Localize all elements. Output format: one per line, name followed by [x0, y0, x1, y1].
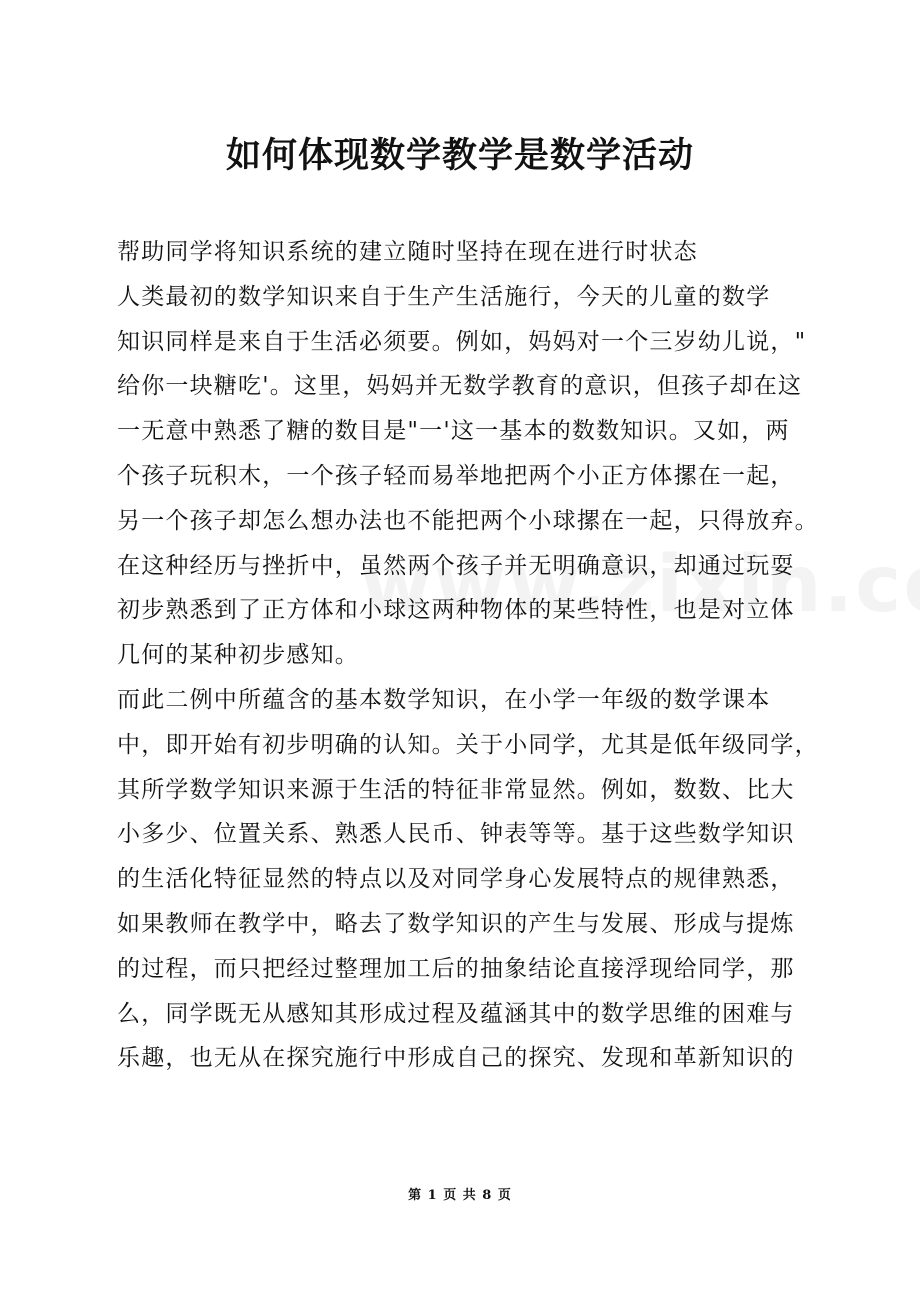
document-title: 如何体现数学教学是数学活动	[225, 135, 694, 176]
text-line: 如果教师在教学中，略去了数学知识的产生与发展、形成与提炼	[117, 910, 795, 937]
text-line: 中，即开始有初步明确的认知。关于小同学，尤其是低年级同学，	[117, 731, 819, 758]
document-body	[117, 230, 817, 1081]
text-line: 几何的某种初步感知。	[117, 642, 359, 669]
text-line: 小多少、位置关系、熟悉人民币、钟表等等。基于这些数学知识	[117, 821, 795, 848]
text-line: 人类最初的数学知识来自于生产生活施行，今天的儿童的数学	[117, 283, 771, 310]
text-line: 帮助同学将知识系统的建立随时坚持在现在进行时状态	[117, 239, 698, 265]
text-line: 初步熟悉到了正方体和小球这两种物体的某些特性，也是对立体	[117, 597, 795, 624]
text-line: 给你一块糖吃'。这里，妈妈并无数学教育的意识，但孩子却在这	[117, 373, 803, 400]
text-line: 么，同学既无从感知其形成过程及蕴涵其中的数学思维的困难与	[117, 1000, 795, 1027]
page-footer: 第 1 页 共 8 页	[408, 1188, 512, 1203]
text-line: 的过程，而只把经过整理加工后的抽象结论直接浮现给同学，那	[117, 955, 795, 982]
text-line: 一无意中熟悉了糖的数目是"一'这一基本的数数知识。又如，两	[117, 418, 790, 445]
text-line: 在这种经历与挫折中，虽然两个孩子并无明确意识，却通过玩耍	[117, 552, 795, 579]
text-line: 乐趣，也无从在探究施行中形成自己的探究、发现和革新知识的	[117, 1045, 795, 1072]
text-line: 其所学数学知识来源于生活的特征非常显然。例如，数数、比大	[117, 776, 795, 803]
text-line: 知识同样是来自于生活必须要。例如，妈妈对一个三岁幼儿说，"	[117, 328, 807, 355]
text-line: 的生活化特征显然的特点以及对同学身心发展特点的规律熟悉，	[117, 866, 795, 893]
text-line: 另一个孩子却怎么想办法也不能把两个小球摞在一起，只得放弃。	[117, 507, 819, 534]
text-line: 而此二例中所蕴含的基本数学知识，在小学一年级的数学课本	[117, 686, 771, 713]
text-line: 个孩子玩积木，一个孩子轻而易举地把两个小正方体摞在一起，	[117, 462, 795, 489]
